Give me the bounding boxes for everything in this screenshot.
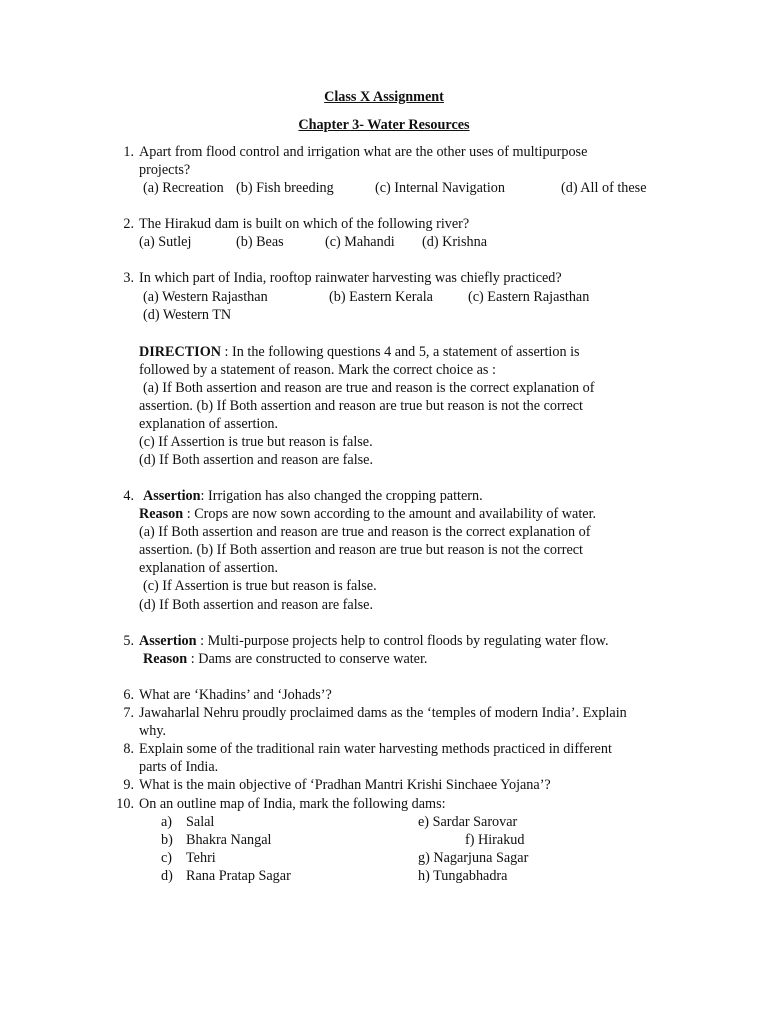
question-number: 5. [123, 633, 134, 649]
question-text: What is the main objective of ‘Pradhan Mantri Krishi Sinchaee Yojana’? [139, 777, 551, 793]
dam-name: Tehri [186, 850, 216, 866]
choice-text: (c) If Assertion is true but reason is false. [143, 578, 377, 594]
question-text: Apart from flood control and irrigation what are the other uses of multipurpose [139, 144, 588, 160]
chapter-title: Chapter 3- Water Resources [298, 117, 470, 133]
assertion-label: Assertion [139, 633, 197, 649]
dam-marker: d) [161, 868, 173, 884]
option-b: (b) Beas [236, 234, 284, 250]
direction-text: : In the following questions 4 and 5, a statement of assertion is [221, 344, 580, 360]
dam-marker: a) [161, 814, 173, 830]
assertion-text: : Irrigation has also changed the cropping pattern. [200, 488, 483, 504]
dam-marker: c) [161, 850, 173, 866]
choice-text: (d) If Both assertion and reason are false. [139, 597, 374, 613]
question-number: 7. [123, 705, 134, 721]
option-a: (a) Western Rajasthan [143, 289, 268, 305]
option-a: (a) Sutlej [139, 234, 192, 250]
question-text: On an outline map of India, mark the following dams: [139, 796, 446, 812]
option-b: (b) Eastern Kerala [329, 289, 433, 305]
direction-choice: (a) If Both assertion and reason are true and reason is the correct explanation of [143, 380, 595, 396]
reason-label: Reason [139, 506, 184, 522]
dam-item: g) Nagarjuna Sagar [418, 850, 529, 866]
dam-item: e) Sardar Sarovar [418, 814, 518, 830]
question-number: 8. [123, 741, 134, 757]
question-text: In which part of India, rooftop rainwater harvesting was chiefly practiced? [139, 270, 562, 286]
question-text: parts of India. [139, 759, 219, 775]
choice-text: assertion. (b) If Both assertion and reason are true but reason is not the correct [139, 542, 583, 558]
option-c: (c) Eastern Rajasthan [468, 289, 590, 305]
question-text: projects? [139, 162, 191, 178]
question-number: 1. [123, 144, 134, 160]
question-number: 6. [123, 687, 134, 703]
page-title: Class X Assignment [324, 89, 444, 105]
question-number: 9. [123, 777, 134, 793]
question-text: What are ‘Khadins’ and ‘Johads’? [139, 687, 332, 703]
reason-label: Reason [143, 651, 188, 667]
dam-name: Salal [186, 814, 215, 830]
direction-choice: assertion. (b) If Both assertion and reason are true but reason is not the correct [139, 398, 583, 414]
question-number: 10. [116, 796, 134, 812]
direction-choice: explanation of assertion. [139, 416, 279, 432]
question-text: why. [139, 723, 167, 739]
question-text: The Hirakud dam is built on which of the following river? [139, 216, 470, 232]
question-number: 3. [123, 270, 134, 286]
question-text: Explain some of the traditional rain water harvesting methods practiced in different [139, 741, 612, 757]
dam-marker: b) [161, 832, 173, 848]
assertion-text: : Multi-purpose projects help to control floods by regulating water flow. [196, 633, 609, 649]
option-c: (c) Internal Navigation [375, 180, 505, 196]
choice-text: (a) If Both assertion and reason are true and reason is the correct explanation of [139, 524, 591, 540]
dam-item: h) Tungabhadra [418, 868, 508, 884]
dam-item: f) Hirakud [465, 832, 525, 848]
direction-choice: (c) If Assertion is true but reason is false. [139, 434, 373, 450]
reason-text: : Dams are constructed to conserve water. [187, 651, 428, 667]
option-d: (d) All of these [561, 180, 647, 196]
question-number: 2. [123, 216, 134, 232]
option-c: (c) Mahandi [325, 234, 395, 250]
dam-name: Rana Pratap Sagar [186, 868, 291, 884]
option-b: (b) Fish breeding [236, 180, 334, 196]
choice-text: explanation of assertion. [139, 560, 279, 576]
dam-name: Bhakra Nangal [186, 832, 272, 848]
option-a: (a) Recreation [143, 180, 224, 196]
direction-text: followed by a statement of reason. Mark the correct choice as : [139, 362, 496, 378]
reason-text: : Crops are now sown according to the amount and availability of water. [183, 506, 597, 522]
direction-choice: (d) If Both assertion and reason are false. [139, 452, 374, 468]
option-d: (d) Krishna [422, 234, 488, 250]
assertion-label: Assertion [143, 488, 201, 504]
direction-label: DIRECTION [139, 344, 221, 360]
option-d: (d) Western TN [143, 307, 232, 323]
question-text: Jawaharlal Nehru proudly proclaimed dams as the ‘temples of modern India’. Explain [139, 705, 627, 721]
question-number: 4. [123, 488, 134, 504]
